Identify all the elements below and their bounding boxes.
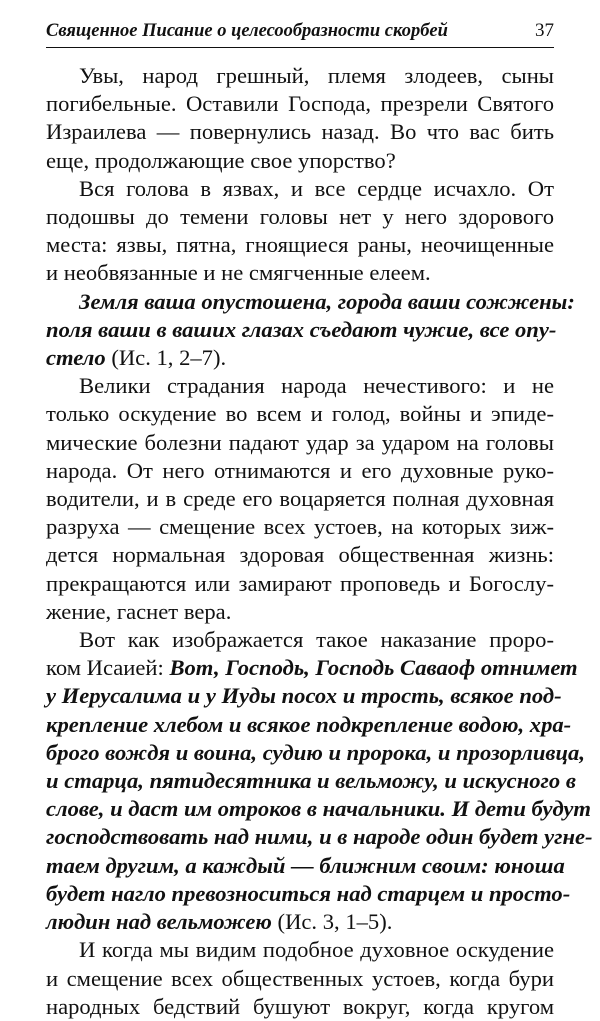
text-line bbox=[46, 259, 554, 287]
paragraph bbox=[46, 372, 554, 626]
text-line bbox=[46, 795, 592, 823]
text-segment: мические болезни падают удар за ударом на головы bbox=[46, 429, 554, 455]
text-line bbox=[46, 513, 554, 541]
text-line bbox=[46, 908, 554, 936]
text-line bbox=[46, 372, 554, 400]
text-line bbox=[46, 767, 576, 795]
text-segment: И когда мы видим подобное духовное оскудение bbox=[79, 937, 554, 963]
body-text bbox=[46, 62, 593, 1021]
italic-quote-segment: у Иерусалима и у Иуды посох и трость, всякое под- bbox=[46, 683, 562, 709]
text-line bbox=[46, 344, 554, 372]
italic-quote-segment: брого вождя и воина, судию и пророка, и прозорливца, bbox=[46, 739, 585, 765]
italic-quote-segment: и старца, пятидесятника и вельможу, и искусного в bbox=[46, 768, 576, 794]
text-line bbox=[46, 429, 554, 457]
text-segment: только оскудение во всем и голод, войны и эпиде- bbox=[46, 401, 554, 427]
text-segment: Вся голова в язвах, и все сердце исчахло. От bbox=[79, 175, 554, 201]
text-line bbox=[46, 62, 554, 90]
text-line bbox=[46, 90, 554, 118]
text-line bbox=[46, 739, 585, 767]
text-segment: Увы, народ грешный, племя злодеев, сыны bbox=[79, 63, 554, 88]
italic-quote-segment: людин над вельможею bbox=[46, 909, 272, 935]
text-segment: места: язвы, пятна, гноящиеся раны, неочищенные bbox=[46, 232, 554, 258]
text-segment: ком Исаией: bbox=[46, 655, 170, 681]
text-segment: еще, продолжающие свое упорство? bbox=[46, 147, 396, 173]
text-segment: погибельные. Оставили Господа, презрели Святого bbox=[46, 91, 554, 117]
text-segment: (Ис. 1, 2–7). bbox=[105, 345, 227, 371]
text-line bbox=[46, 541, 554, 569]
text-line bbox=[46, 965, 554, 993]
text-line bbox=[46, 823, 593, 851]
text-line bbox=[46, 457, 554, 485]
text-line bbox=[46, 598, 554, 626]
text-segment: народных бедствий бушуют вокруг, когда кругом bbox=[46, 993, 554, 1019]
text-line bbox=[46, 626, 554, 654]
text-segment: (Ис. 3, 1–5). bbox=[271, 909, 393, 935]
text-segment: жение, гаснет вера. bbox=[46, 598, 232, 624]
italic-quote-segment: таем другим, а каждый — ближним своим: юноша bbox=[46, 852, 565, 878]
text-line bbox=[46, 175, 554, 203]
text-segment: водители, и в среде его воцаряется полная духовная bbox=[46, 486, 554, 512]
running-title: Священное Писание о целесообразности скорбей bbox=[46, 21, 448, 41]
text-line bbox=[46, 852, 565, 880]
text-segment: и необвязанные и не смягченные елеем. bbox=[46, 260, 431, 286]
text-segment: народа. От него отнимаются и его духовные руко- bbox=[46, 457, 554, 483]
paragraph bbox=[46, 626, 593, 936]
paragraph bbox=[46, 175, 554, 288]
text-line bbox=[46, 682, 562, 710]
italic-quote-segment: поля ваши в ваших глазах съедают чужие, все опу- bbox=[46, 316, 557, 342]
text-line bbox=[46, 993, 554, 1021]
text-line bbox=[46, 203, 554, 231]
text-line bbox=[46, 936, 554, 964]
paragraph bbox=[46, 62, 554, 175]
italic-quote-segment: крепление хлебом и всякое подкрепление водою, хра- bbox=[46, 711, 572, 737]
text-segment: подошвы до темени головы нет у него здорового bbox=[46, 204, 554, 230]
text-line bbox=[46, 147, 554, 175]
italic-quote-segment: Земля ваша опустошена, города ваши сожжены: bbox=[79, 288, 575, 314]
text-segment: прекращаются или замирают проповедь и Богослу- bbox=[46, 570, 554, 596]
text-line bbox=[46, 316, 557, 344]
italic-quote-segment: слове, и даст им отроков в начальники. И дети будут bbox=[46, 796, 592, 822]
italic-quote-segment: господствовать над ними, и в народе один будет угне- bbox=[46, 824, 593, 850]
text-line bbox=[46, 880, 571, 908]
text-segment: разруха — смещение всех устоев, на которых зиж- bbox=[46, 514, 554, 540]
paragraph bbox=[46, 936, 554, 1021]
text-line bbox=[46, 118, 554, 146]
text-segment: Велики страдания народа нечестивого: и не bbox=[79, 373, 554, 399]
header-rule bbox=[46, 47, 554, 48]
paragraph bbox=[46, 288, 575, 373]
text-segment: Вот как изображается такое наказание проро- bbox=[79, 627, 554, 653]
text-line bbox=[46, 570, 554, 598]
text-segment: и смещение всех общественных устоев, когда бури bbox=[46, 965, 554, 991]
running-header bbox=[46, 20, 554, 46]
text-segment: Израилева — повернулись назад. Во что вас бить bbox=[46, 119, 554, 145]
text-line bbox=[46, 711, 572, 739]
text-line bbox=[46, 231, 554, 259]
text-segment: дется нормальная здоровая общественная жизнь: bbox=[46, 542, 554, 568]
text-line bbox=[46, 654, 578, 682]
page-number: 37 bbox=[535, 20, 554, 41]
text-line bbox=[46, 288, 575, 316]
italic-quote-segment: стело bbox=[46, 345, 106, 371]
italic-quote-segment: будет нагло превозноситься над старцем и просто- bbox=[46, 880, 571, 906]
text-line bbox=[46, 485, 554, 513]
text-line bbox=[46, 400, 554, 428]
italic-quote-segment: Вот, Господь, Господь Саваоф отнимет bbox=[169, 655, 578, 681]
